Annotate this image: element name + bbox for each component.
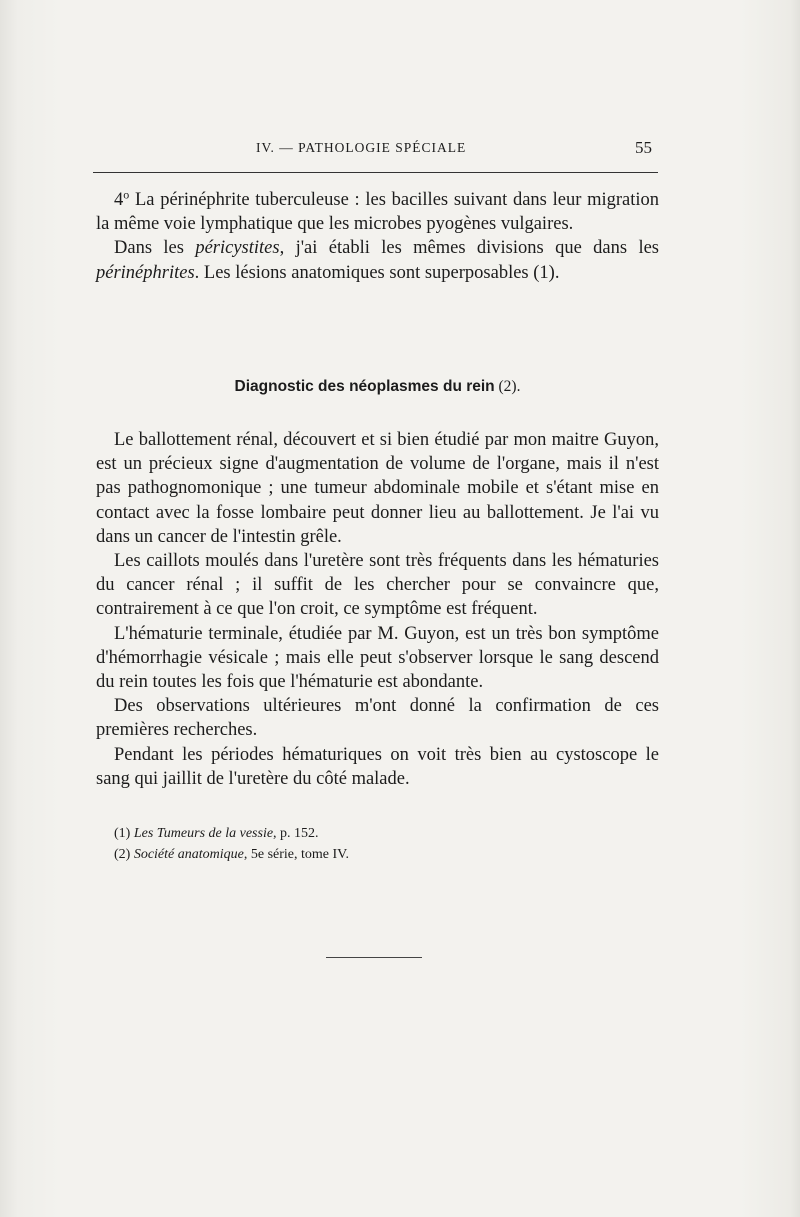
ordinal-mark: o [123,187,130,202]
text-block-diagnosis [96,428,659,791]
paragraph: Des observations ultérieures m'ont donné la confirmation de ces premières recherches. [96,696,659,741]
closing-rule [326,957,422,958]
footnote [114,844,654,865]
italic-term: périnéphrites [96,262,195,283]
footnote [114,823,654,844]
footnote-title: Société anatomique [133,847,244,862]
footnote-title: Les Tumeurs de la vessie [133,826,274,841]
paragraph: Le ballottement rénal, découvert et si bien étudié par mon maitre Guyon, est un précieux signe d'augmentation de volume de l'organe, mais il n'est pas pathognomonique ; une tumeur abdominale mobile et s'étant mise en contact avec la fosse lombaire peut donner lieu au ballottement. Je l'ai vu dans un cancer de l'intestin grêle. [96,430,659,547]
italic-term: péricystites [195,238,280,259]
list-number: 4 [114,190,124,210]
paragraph: L'hématurie terminale, étudiée par M. Guyon, est un très bon symptôme d'hémorrhagie vésicale ; mais elle peut s'observer lorsque le sang descend du rein toutes les fois que l'hématurie est abondante. [96,623,659,693]
text-segment: Dans les [114,238,196,259]
page-number: 55 [635,138,652,157]
footnote-number: (1) [114,826,134,841]
section-heading-text: Diagnostic des néoplasmes du rein [234,378,495,395]
text-segment: . Les lésions anatomiques sont superposables (1). [194,262,560,283]
paragraph-tuberculous-perinephritis [96,188,659,236]
header-rule [93,172,658,173]
paragraph-text: La périnéphrite tuberculeuse : les bacilles suivant dans leur migration la même voie lymphatique que les microbes pyogènes vulgaires. [96,190,659,235]
paragraph: Pendant les périodes hématuriques on voit très bien au cystoscope le sang qui jaillit de l'uretère du côté malade. [96,744,659,789]
footnote-number: (2) [114,847,134,862]
footnotes [114,823,654,865]
footnote-reference: (2). [494,378,521,395]
paragraph-pericystites [96,236,659,284]
footnote-text: , 5e série, tome IV. [243,847,349,862]
text-block-intro [96,188,659,285]
text-segment: , j'ai établi les mêmes divisions que dans les [279,238,659,259]
footnote-text: , p. 152. [273,826,319,841]
section-heading [96,378,659,396]
running-head [96,140,656,160]
paragraph: Les caillots moulés dans l'uretère sont très fréquents dans les hématuries du cancer rénal ; il suffit de les chercher pour se convaincre que, contrairement à ce que l'on croit, ce symptôme est fréquent. [96,551,659,620]
chapter-title: IV. — PATHOLOGIE SPÉCIALE [256,140,467,155]
